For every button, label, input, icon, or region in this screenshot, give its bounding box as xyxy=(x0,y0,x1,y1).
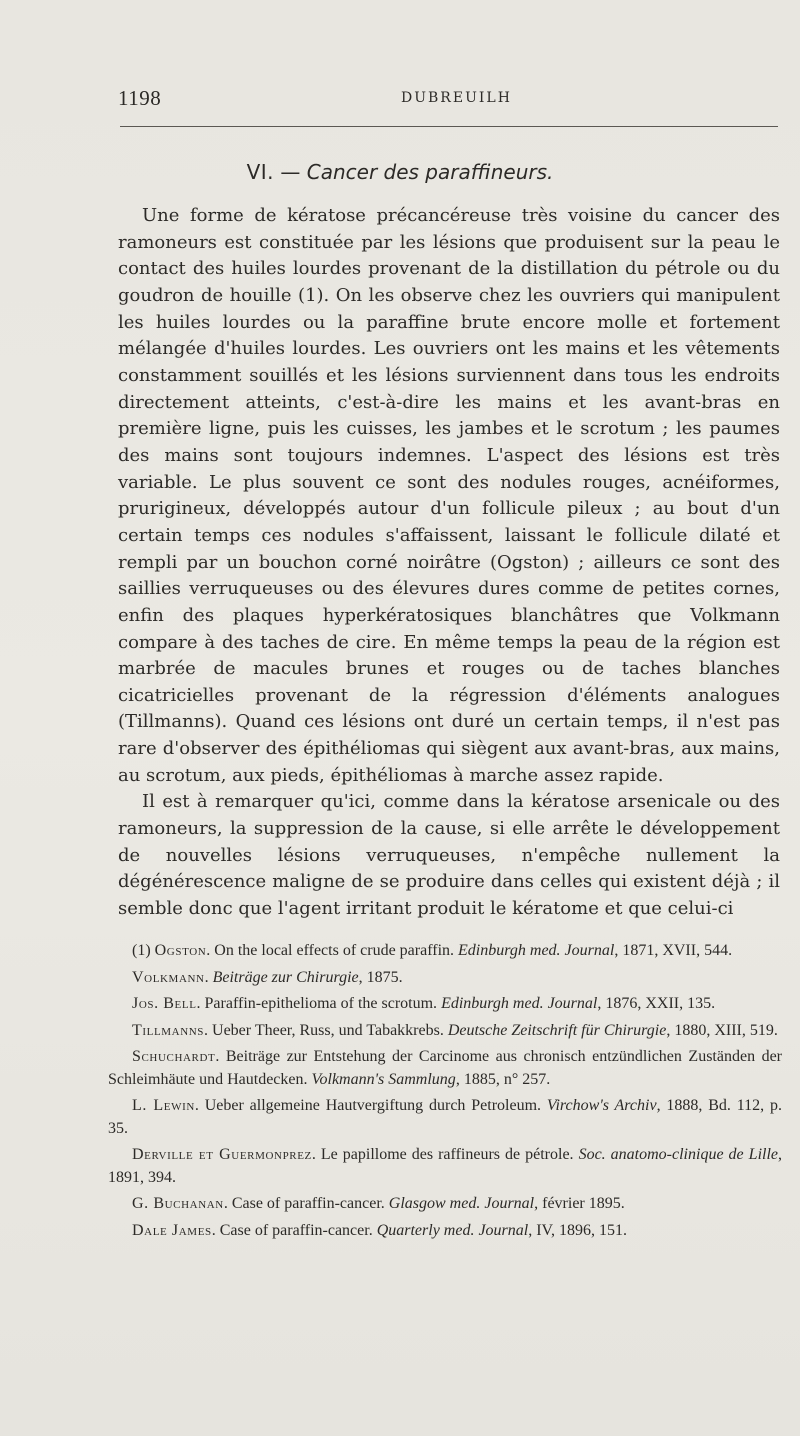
section-heading xyxy=(0,160,800,184)
footnote: Dale James. Case of paraffin-cancer. Quarterly med. Journal, IV, 1896, 151. xyxy=(132,1221,628,1239)
paragraph: Une forme de kératose précancéreuse très voisine du cancer des ramoneurs est constituée par les lésions que produisent sur la peau le contact des huiles lourdes provenant de la distillation du pétrole ou du goudron de houille (1). On les observe chez les ouvriers qui manipulent les huiles lourdes ou la paraffine brute encore molle et fortement mélangée d'huiles lourdes. Les ouvriers ont les mains et les vêtements constamment souillés et les lésions surviennent dans tous les endroits directement atteints, c'est-à-dire les mains et les avant-bras en première ligne, puis les cuisses, les jambes et le scrotum ; les paumes des mains sont toujours indemnes. L'aspect des lésions est très variable. Le plus souvent ce sont des nodules rouges, acnéiformes, prurigineux, développés autour d'un follicule pileux ; au bout d'un certain temps ces nodules s'affaissent, laissant le follicule dilaté et rempli par un bouchon corné noirâtre (Ogston) ; ailleurs ce sont des saillies verruqueuses ou des élevures dures comme de petites cornes, enfin des plaques hyperkératosiques blanchâtres que Volkmann compare à des taches de cire. En même temps la peau de la région est marbrée de macules brunes et rouges ou de taches blanches cicatricielles provenant de la régression d'éléments analogues (Tillmanns). Quand ces lésions ont duré un certain temps, il n'est pas rare d'observer des épithéliomas qui siègent aux avant-bras, aux mains, au scrotum, aux pieds, épithéliomas à marche assez rapide. xyxy=(118,205,780,786)
paragraph: Il est à remarquer qu'ici, comme dans la kératose arsenicale ou des ramoneurs, la suppression de la cause, si elle arrête le développement de nouvelles lésions verruqueuses, n'empêche nullement la dégénérescence maligne de se produire dans celles qui existent déjà ; il semble donc que l'agent irritant produit le kératome et que celui-ci xyxy=(118,791,780,920)
footnote-author: Tillmanns xyxy=(132,1021,205,1039)
footnote: Tillmanns. Ueber Theer, Russ, und Tabakkrebs. Deutsche Zeitschrift für Chirurgie, 1880, XIII, 519. xyxy=(132,1021,778,1039)
footnote-journal: Quarterly med. Journal xyxy=(376,1221,529,1239)
footnote: L. Lewin. Ueber allgemeine Hautvergiftung durch Petroleum. Virchow's Archiv, 1888, Bd. 112, p. 35. xyxy=(108,1097,783,1137)
running-head: DUBREUILH xyxy=(401,90,512,106)
footnote-author: Schuchardt xyxy=(132,1048,216,1065)
footnote-author: Derville et Guermonprez xyxy=(132,1146,312,1163)
footnotes xyxy=(108,940,782,1246)
footnote-journal: Edinburgh med. Journal xyxy=(458,942,615,959)
footnote-journal: Volkmann's Sammlung xyxy=(311,1070,456,1088)
body-text xyxy=(118,203,780,923)
footnote: Schuchardt. Beiträge zur Entstehung der Carcinome aus chronisch entzündlichen Zuständen der Schleimhäute und Hautdecken. Volkmann's Sammlung, 1885, n° 257. xyxy=(108,1048,782,1088)
footnote-journal: Soc. anatomo-clinique de Lille xyxy=(578,1146,779,1163)
footnote-journal: Deutsche Zeitschrift für Chirurgie xyxy=(447,1021,667,1039)
footnote-author: L. Lewin xyxy=(132,1097,195,1114)
footnote: Volkmann. Beiträge zur Chirurgie, 1875. xyxy=(132,968,403,986)
footnote: G. Buchanan. Case of paraffin-cancer. Glasgow med. Journal, février 1895. xyxy=(132,1195,625,1212)
page-header xyxy=(118,86,778,116)
footnote-journal: Beiträge zur Chirurgie xyxy=(212,968,359,986)
footnote-journal: Glasgow med. Journal xyxy=(388,1195,535,1212)
section-dash: — xyxy=(274,160,307,184)
footnote-author: Volkmann xyxy=(132,968,205,986)
footnote-author: Dale James xyxy=(132,1221,212,1239)
footnote-author: Ogston xyxy=(154,942,207,959)
footnote: Jos. Bell. Paraffin-epithelioma of the scrotum. Edinburgh med. Journal, 1876, XXII, 135. xyxy=(132,995,716,1012)
footnote-author: Jos. Bell xyxy=(132,995,197,1012)
footnote-journal: Virchow's Archiv xyxy=(546,1097,657,1114)
section-number: VI. xyxy=(246,160,275,184)
footnote-author: G. Buchanan xyxy=(132,1195,224,1212)
footnote-journal: Edinburgh med. Journal xyxy=(441,995,598,1012)
page-number: 1198 xyxy=(118,86,162,110)
footnote: Derville et Guermonprez. Le papillome des raffineurs de pétrole. Soc. anatomo-clinique de Lille, 1891, 394. xyxy=(108,1146,783,1186)
header-rule xyxy=(120,126,778,127)
section-title: Cancer des paraffineurs. xyxy=(306,160,554,184)
footnote: (1) Ogston. On the local effects of crude paraffin. Edinburgh med. Journal, 1871, XVII, 544. xyxy=(132,942,733,959)
